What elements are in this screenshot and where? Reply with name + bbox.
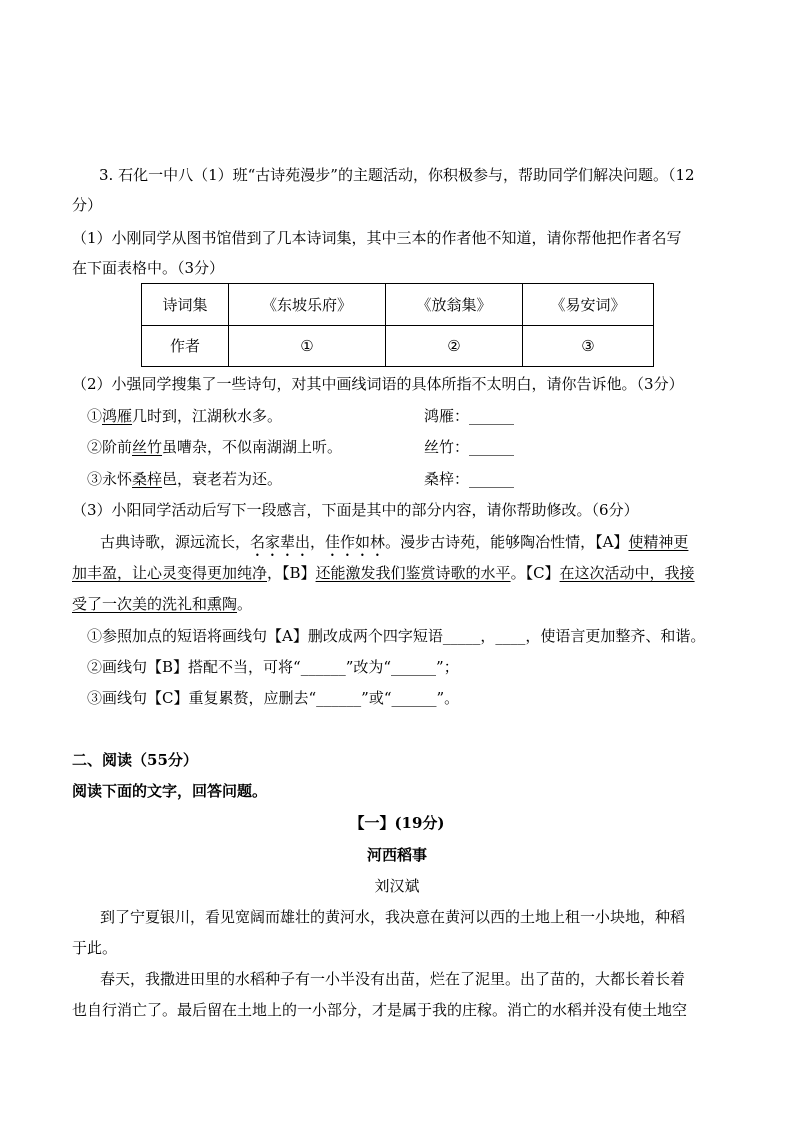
table-cell: 《放翁集》 bbox=[386, 284, 523, 326]
sub-question-a: ①参照加点的短语将画线句【A】删改成两个四字短语_____，____，使语言更加整齐、和谐。 bbox=[87, 627, 706, 645]
q3-part1-line2: 在下面表格中。（3分） bbox=[72, 259, 225, 277]
table-cell: ② bbox=[386, 325, 523, 367]
underlined-word: 桑梓 bbox=[132, 470, 163, 488]
passage-line-1 bbox=[100, 532, 688, 560]
table-row bbox=[142, 325, 654, 367]
poem-line-2 bbox=[87, 437, 342, 457]
poem-line-3 bbox=[87, 469, 282, 489]
passage-line-3 bbox=[72, 594, 252, 614]
underlined-sentence-a: 加丰盈，让心灵变得更加纯净 bbox=[72, 564, 268, 582]
paragraph-2-line-2: 也自行消亡了。最后留在土地上的一小部分，才是属于我的庄稼。消亡的水稻并没有使土地空 bbox=[72, 1001, 688, 1019]
q3-title-line1: 3. 石化一中八（1）班“古诗苑漫步”的主题活动，你积极参与，帮助同学们解决问题。（12 bbox=[99, 166, 695, 184]
passage-text: 。【C】 bbox=[510, 564, 560, 582]
paragraph-2-line-1: 春天，我撒进田里的水稻种子有一小半没有出苗，烂在了泥里。出了苗的，大都长着长着 bbox=[100, 970, 686, 988]
underlined-sentence-c: 在这次活动中，我接 bbox=[559, 564, 695, 582]
underlined-sentence-c: 受了一次美的洗礼和熏陶 bbox=[72, 595, 238, 613]
answer-blank-1: 鸿雁：______ bbox=[424, 407, 515, 425]
section-heading: 二、阅读（55分） bbox=[72, 751, 198, 769]
article-title: 河西稻事 bbox=[366, 846, 427, 864]
dotted-phrase: 名家辈出 bbox=[250, 533, 311, 551]
passage-text: ， bbox=[310, 533, 326, 551]
underlined-sentence-b: 还能激发我们鉴赏诗歌的水平 bbox=[315, 564, 511, 582]
poem-text: ③永怀 bbox=[87, 470, 133, 488]
section-instruction: 阅读下面的文字，回答问题。 bbox=[72, 782, 268, 800]
table-cell: 《易安词》 bbox=[523, 284, 654, 326]
passage-text: 。漫步古诗苑，能够陶冶性情，【A】 bbox=[385, 533, 629, 551]
poetry-author-table bbox=[141, 283, 654, 367]
sub-question-c: ③画线句【C】重复累赘，应删去“______”或“______”。 bbox=[87, 689, 460, 707]
table-cell: 作者 bbox=[142, 325, 229, 367]
q3-part3-title: （3）小阳同学活动后写下一段感言，下面是其中的部分内容，请你帮助修改。（6分） bbox=[72, 501, 639, 519]
passage-text: 。 bbox=[237, 595, 253, 613]
poem-text: 虽嘈杂，不似南湖湖上听。 bbox=[162, 438, 343, 456]
answer-blank-2: 丝竹：______ bbox=[424, 438, 515, 456]
answer-blank-3: 桑梓：______ bbox=[424, 470, 515, 488]
article-author: 刘汉斌 bbox=[374, 877, 420, 895]
passage-text: 古典诗歌，源远流长， bbox=[100, 533, 251, 551]
q3-title-line2: 分） bbox=[72, 196, 103, 214]
part-heading: 【一】(19分) bbox=[349, 814, 445, 832]
underlined-word: 丝竹 bbox=[132, 438, 163, 456]
passage-line-2 bbox=[72, 563, 695, 583]
poem-text: 几时到，江湖秋水多。 bbox=[132, 407, 283, 425]
table-cell: ① bbox=[229, 325, 386, 367]
poem-text: ②阶前 bbox=[87, 438, 133, 456]
table-row bbox=[142, 284, 654, 326]
poem-text: 邑，衰老若为还。 bbox=[162, 470, 283, 488]
paragraph-1-line-1: 到了宁夏银川，看见宽阔而雄壮的黄河水，我决意在黄河以西的土地上租一小块地，种稻 bbox=[100, 908, 686, 926]
q3-part1-line1: （1）小刚同学从图书馆借到了几本诗词集，其中三本的作者他不知道，请你帮他把作者名写 bbox=[72, 229, 682, 247]
dotted-phrase: 佳作如林 bbox=[325, 533, 386, 551]
poem-line-1 bbox=[87, 406, 282, 426]
passage-text: ，【B】 bbox=[267, 564, 316, 582]
table-cell: ③ bbox=[523, 325, 654, 367]
poem-text: ① bbox=[87, 407, 103, 425]
underlined-word: 鸿雁 bbox=[102, 407, 133, 425]
table-cell: 诗词集 bbox=[142, 284, 229, 326]
paragraph-1-line-2: 于此。 bbox=[72, 939, 118, 957]
sub-question-b: ②画线句【B】搭配不当，可将“______”改为“______”； bbox=[87, 658, 459, 676]
q3-part2-title: （2）小强同学搜集了一些诗句，对其中画线词语的具体所指不太明白，请你告诉他。（3分） bbox=[72, 375, 684, 393]
underlined-sentence-a: 使精神更 bbox=[628, 533, 689, 551]
table-cell: 《东坡乐府》 bbox=[229, 284, 386, 326]
